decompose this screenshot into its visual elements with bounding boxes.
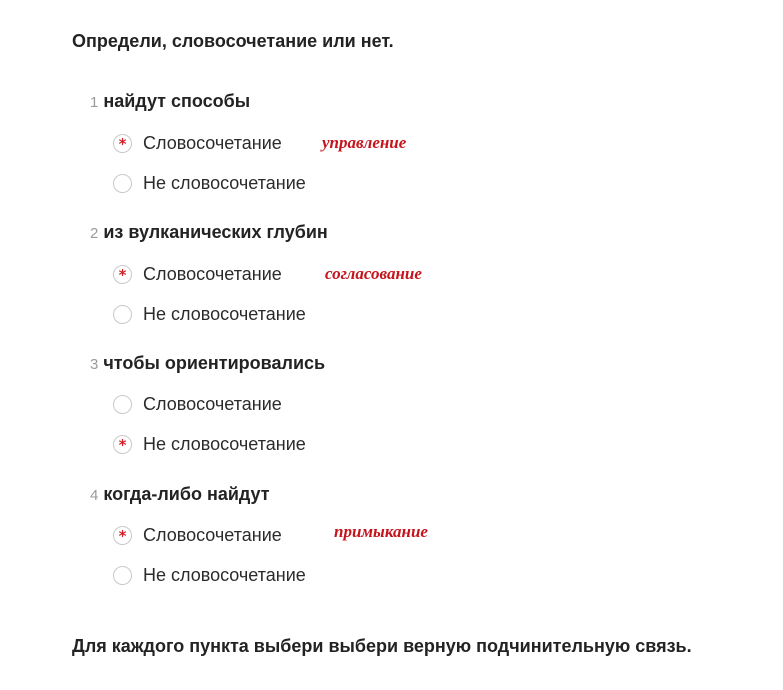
question-text: когда-либо найдут: [103, 484, 270, 504]
handwritten-note: управление: [322, 133, 407, 152]
question-text: из вулканических глубин: [103, 222, 328, 242]
option-label: Словосочетание: [143, 524, 282, 545]
option-word-combination[interactable]: [113, 132, 282, 154]
option-label: Не словосочетание: [143, 303, 306, 324]
question-number: 4: [90, 487, 99, 504]
handwritten-note: согласование: [325, 264, 422, 283]
option-not-word-combination[interactable]: [113, 433, 306, 455]
question-header: [90, 484, 270, 505]
option-label: Не словосочетание: [143, 172, 306, 193]
handwritten-note: примыкание: [334, 522, 428, 541]
option-label: Словосочетание: [143, 132, 282, 153]
radio-button[interactable]: [113, 395, 132, 414]
page-title: Определи, словосочетание или нет.: [72, 31, 394, 51]
option-not-word-combination[interactable]: [113, 303, 306, 325]
question-text: чтобы ориентировались: [103, 353, 326, 373]
radio-button[interactable]: [113, 566, 132, 585]
radio-button[interactable]: [113, 526, 132, 545]
instruction-text: Для каждого пункта выбери выбери верную подчинительную связь.: [72, 636, 692, 656]
option-word-combination[interactable]: [113, 263, 282, 285]
option-word-combination[interactable]: [113, 393, 282, 415]
radio-button[interactable]: [113, 265, 132, 284]
option-word-combination[interactable]: [113, 524, 282, 546]
question-number: 1: [90, 94, 99, 111]
option-not-word-combination[interactable]: [113, 564, 306, 586]
radio-button[interactable]: [113, 174, 132, 193]
option-label: Не словосочетание: [143, 433, 306, 454]
option-label: Не словосочетание: [143, 564, 306, 585]
question-text: найдут способы: [103, 91, 251, 111]
radio-button[interactable]: [113, 305, 132, 324]
question-header: [90, 222, 328, 243]
question-header: [90, 353, 325, 374]
question-header: [90, 91, 250, 112]
question-number: 3: [90, 356, 99, 373]
radio-button[interactable]: [113, 134, 132, 153]
option-not-word-combination[interactable]: [113, 172, 306, 194]
question-number: 2: [90, 225, 99, 242]
option-label: Словосочетание: [143, 393, 282, 414]
option-label: Словосочетание: [143, 263, 282, 284]
radio-button[interactable]: [113, 435, 132, 454]
